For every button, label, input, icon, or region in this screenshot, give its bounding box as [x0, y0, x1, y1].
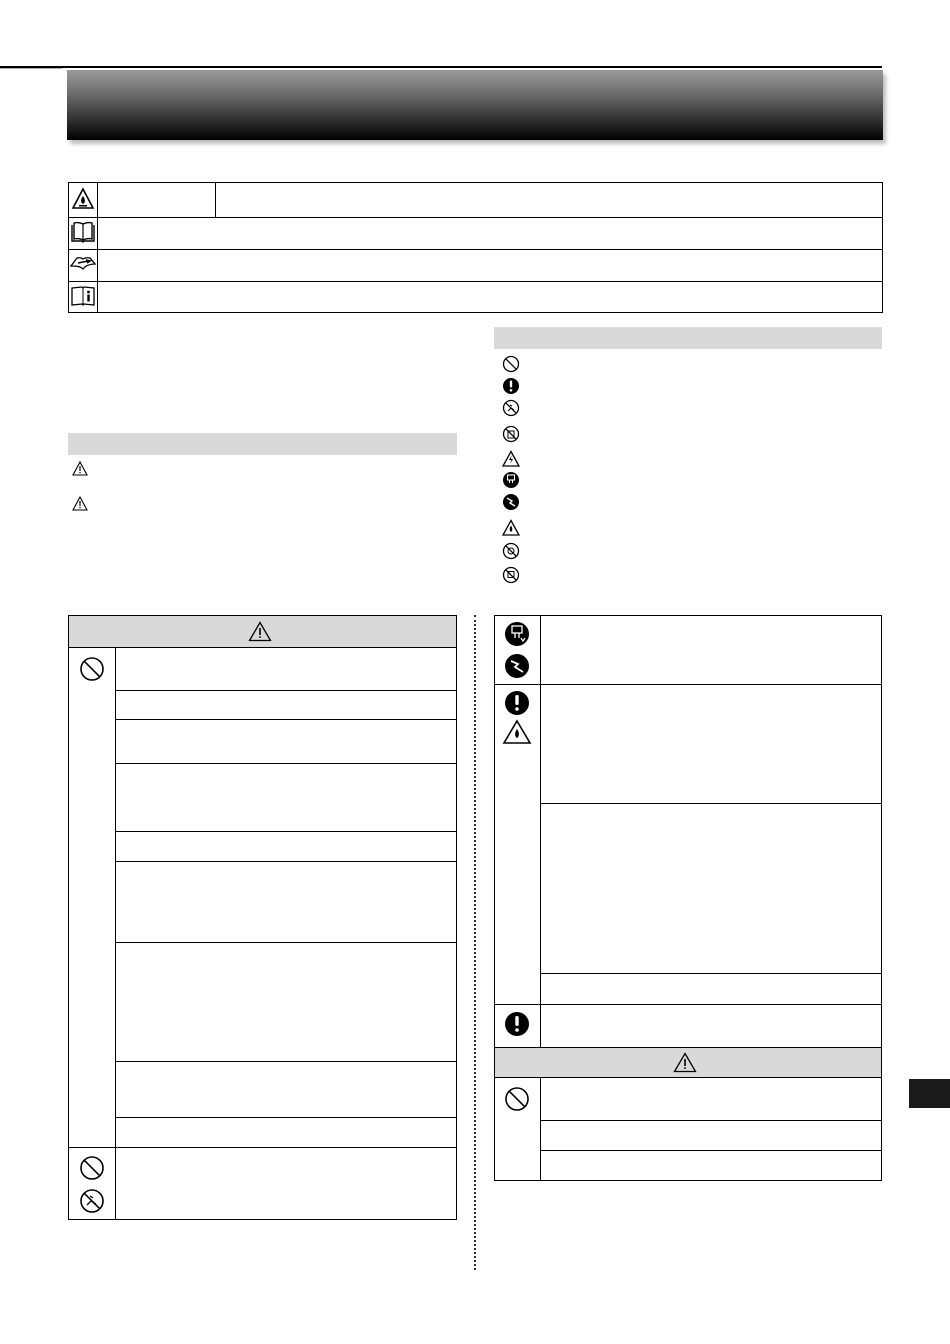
symbol-table-row: [69, 282, 883, 313]
manual-book-icon: [69, 218, 98, 250]
service-manual-icon: [69, 250, 98, 282]
page-title: [67, 70, 883, 140]
no-touch-icon: [502, 566, 520, 584]
prohibition-icon: [504, 1086, 530, 1112]
table-rule: [540, 1150, 882, 1151]
symbol-table-row: [69, 183, 883, 218]
symbol-item: [502, 398, 882, 418]
symbol-table-text: [98, 282, 883, 313]
symbol-item: [502, 565, 882, 585]
caution-header: [495, 1048, 881, 1077]
table-rule: [115, 1061, 457, 1062]
unplug-icon: [504, 621, 530, 647]
symbol-table-label: [98, 183, 216, 218]
symbol-item: [502, 492, 882, 512]
caution-triangle-icon: [72, 496, 88, 511]
table-rule: [540, 1120, 882, 1121]
unplug-icon: [502, 471, 520, 489]
mandatory-icon: [502, 377, 520, 395]
caution-triangle-icon: [673, 1052, 697, 1073]
symbol-table-text: [98, 218, 883, 250]
mandatory-icon: [504, 690, 530, 716]
symbol-table: [68, 182, 883, 313]
table-rule: [115, 861, 457, 862]
table-rule: [494, 1004, 882, 1005]
table-rule: [494, 1077, 882, 1078]
warning-triangle-icon: [72, 461, 88, 476]
symbol-table-row: [69, 250, 883, 282]
warning-table-left: [68, 615, 457, 1220]
signal-item: [72, 461, 457, 476]
table-rule: [540, 1077, 541, 1181]
symbol-item: [502, 541, 882, 561]
language-tab: [909, 1079, 950, 1108]
symbol-table-row: [69, 218, 883, 250]
symbol-item: [502, 518, 882, 538]
table-rule: [540, 973, 882, 974]
signal-section-header: [68, 433, 457, 455]
symbols-section-header: [494, 327, 882, 349]
warning-table-left-header: [69, 616, 456, 647]
table-rule: [115, 763, 457, 764]
table-rule: [115, 1117, 457, 1118]
prohibition-icon: [79, 656, 105, 682]
no-disassembly-icon: [502, 542, 520, 560]
warning-triangle-icon: [248, 621, 272, 642]
table-rule: [540, 803, 882, 804]
table-rule: [540, 615, 541, 1047]
table-rule: [494, 684, 882, 685]
top-rule-accent: [0, 68, 62, 69]
prohibition-icon: [79, 1155, 105, 1181]
table-rule: [115, 942, 457, 943]
title-banner: [67, 70, 883, 140]
symbol-table-text: [98, 250, 883, 282]
flammable-icon: [502, 519, 520, 537]
electric-hazard-icon: [502, 450, 520, 468]
table-rule: [115, 690, 457, 691]
table-rule: [68, 647, 457, 648]
top-rule: [0, 66, 882, 68]
table-rule: [115, 831, 457, 832]
column-divider: [474, 615, 476, 1270]
grounding-icon: [504, 653, 530, 679]
symbol-item: [502, 354, 882, 374]
prohibition-icon: [502, 355, 520, 373]
symbol-item: [502, 449, 882, 469]
info-manual-icon: [69, 282, 98, 313]
mandatory-icon: [504, 1011, 530, 1037]
symbol-item: [502, 376, 882, 396]
no-wet-hands-icon: [79, 1188, 105, 1214]
table-rule: [68, 1147, 457, 1148]
symbol-table-text: [216, 183, 883, 218]
warning-table-right: [494, 615, 882, 1181]
flammable-icon: [502, 719, 532, 745]
no-water-icon: [502, 425, 520, 443]
symbol-item: [502, 424, 882, 444]
table-rule: [115, 647, 116, 1220]
signal-item: [72, 496, 457, 511]
symbol-item: [502, 470, 882, 490]
grounding-icon: [502, 493, 520, 511]
flammable-warning-icon: [69, 183, 98, 218]
table-rule: [115, 719, 457, 720]
no-wet-hands-icon: [502, 399, 520, 417]
